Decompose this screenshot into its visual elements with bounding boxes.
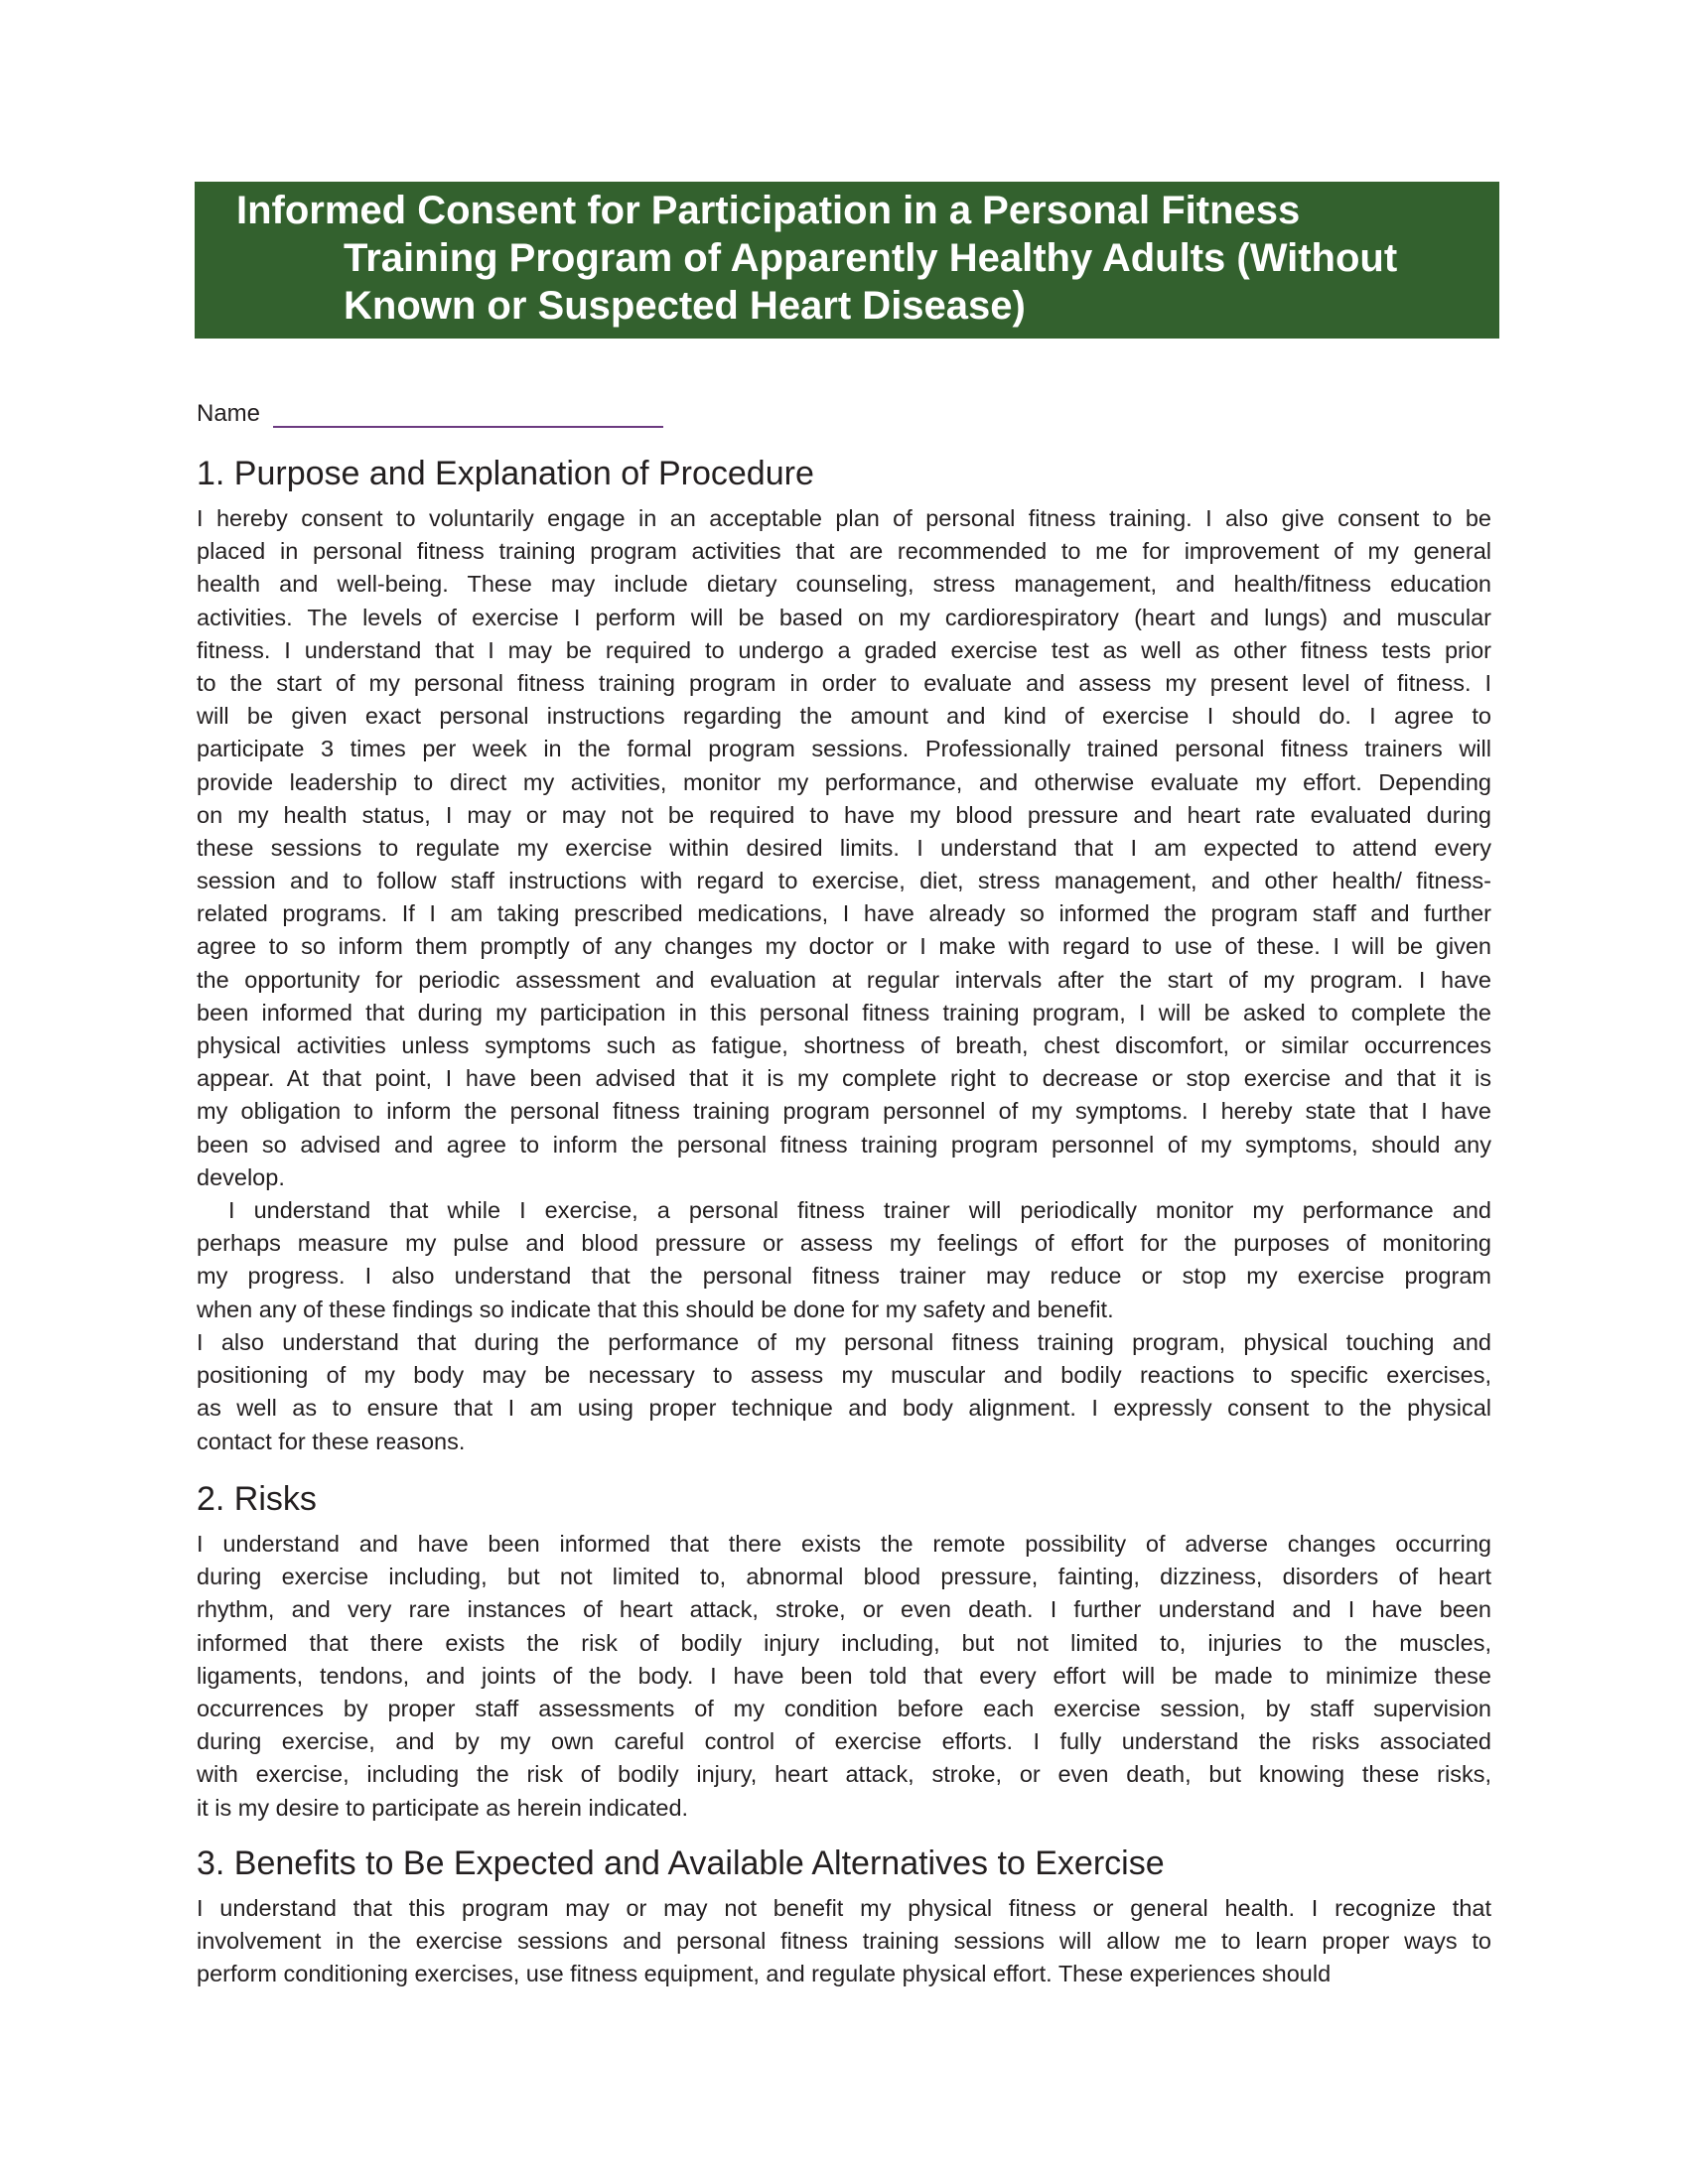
document-title-line: Informed Consent for Participation in a Personal Fitness (236, 189, 1301, 232)
paragraph-line: fitness. I understand that I may be required to undergo a graded exercise test as well as other fitness tests prior (197, 636, 1491, 663)
paragraph-line: will be given exact personal instructions regarding the amount and kind of exercise I should do. I agree to (197, 703, 1491, 730)
section-heading: 2. Risks (197, 1480, 317, 1518)
document-title-banner (195, 182, 1499, 339)
paragraph-line: perform conditioning exercises, use fitness equipment, and regulate physical effort. These experiences should (197, 1961, 1332, 1987)
paragraph-line: my progress. I also understand that the personal fitness trainer may reduce or stop my exercise program (197, 1263, 1491, 1290)
paragraph-line: placed in personal fitness training program activities that are recommended to me for improvement of my general (197, 538, 1491, 565)
paragraph-line: when any of these findings so indicate that this should be done for my safety and benefit. (197, 1296, 1114, 1322)
section-heading: 3. Benefits to Be Expected and Available Alternatives to Exercise (197, 1844, 1165, 1882)
paragraph-line: activities. The levels of exercise I perform will be based on my cardiorespiratory (heart and lungs) and muscular (197, 604, 1491, 630)
section-paragraph (197, 1528, 1491, 1825)
paragraph-line: related programs. If I am taking prescribed medications, I have already so informed the program staff and further (197, 900, 1491, 927)
paragraph-line: it is my desire to participate as herein indicated. (197, 1794, 689, 1821)
paragraph-line: develop. (197, 1163, 285, 1190)
paragraph-line: perhaps measure my pulse and blood pressure or assess my feelings of effort for the purposes of monitoring (197, 1230, 1491, 1257)
section-paragraph (197, 1892, 1491, 1991)
paragraph-line: positioning of my body may be necessary to assess my muscular and bodily reactions to specific exercises, (197, 1362, 1491, 1389)
paragraph-line: as well as to ensure that I am using proper technique and body alignment. I expressly consent to the physical (197, 1395, 1491, 1422)
paragraph-line: during exercise including, but not limited to, abnormal blood pressure, fainting, dizziness, disorders of heart (197, 1564, 1491, 1590)
paragraph-line: health and well-being. These may include dietary counseling, stress management, and health/fitness education (197, 571, 1491, 598)
paragraph-line: during exercise, and by my own careful control of exercise efforts. I fully understand the risks associated (197, 1728, 1491, 1755)
paragraph-line: I hereby consent to voluntarily engage in an acceptable plan of personal fitness training. I also give consent to be (197, 505, 1491, 531)
paragraph-line: provide leadership to direct my activities, monitor my performance, and otherwise evaluate my effort. Depending (197, 768, 1491, 795)
paragraph-line: appear. At that point, I have been advised that it is my complete right to decrease or stop exercise and that it is (197, 1065, 1491, 1092)
section-paragraph (197, 1326, 1491, 1458)
paragraph-line: session and to follow staff instructions with regard to exercise, diet, stress management, and other health/ fitness- (197, 868, 1491, 894)
paragraph-line: participate 3 times per week in the formal program sessions. Professionally trained personal fitness trainers will (197, 736, 1491, 762)
paragraph-line: my obligation to inform the personal fitness training program personnel of my symptoms. I hereby state that I have (197, 1098, 1491, 1125)
paragraph-line: contact for these reasons. (197, 1428, 466, 1454)
paragraph-line: agree to so inform them promptly of any changes my doctor or I make with regard to use of these. I will be given (197, 933, 1491, 960)
paragraph-line: I also understand that during the performance of my personal fitness training program, physical touching and (197, 1329, 1491, 1355)
document-title-line: Training Program of Apparently Healthy Adults (Without (344, 236, 1398, 280)
paragraph-line: occurrences by proper staff assessments of my condition before each exercise session, by staff supervision (197, 1695, 1491, 1721)
paragraph-line: rhythm, and very rare instances of heart attack, stroke, or even death. I further understand and I have been (197, 1596, 1491, 1623)
paragraph-line: I understand that this program may or may not benefit my physical fitness or general health. I recognize that (197, 1895, 1491, 1921)
paragraph-line: to the start of my personal fitness training program in order to evaluate and assess my present level of fitness. I (197, 669, 1491, 696)
name-label: Name (197, 400, 261, 427)
section-paragraph (197, 502, 1491, 1194)
paragraph-line: I understand that while I exercise, a personal fitness trainer will periodically monitor my performance and (228, 1197, 1491, 1223)
paragraph-line: these sessions to regulate my exercise within desired limits. I understand that I am expected to attend every (197, 834, 1491, 861)
paragraph-line: physical activities unless symptoms such as fatigue, shortness of breath, chest discomfort, or similar occurrences (197, 1032, 1491, 1058)
section-paragraph (197, 1194, 1491, 1326)
paragraph-line: with exercise, including the risk of bodily injury, heart attack, stroke, or even death, but knowing these risks, (197, 1761, 1491, 1788)
paragraph-line: been informed that during my participation in this personal fitness training program, I will be asked to complete the (197, 999, 1491, 1025)
paragraph-line: ligaments, tendons, and joints of the body. I have been told that every effort will be made to minimize these (197, 1662, 1491, 1689)
paragraph-line: the opportunity for periodic assessment and evaluation at regular intervals after the start of my program. I have (197, 966, 1491, 993)
document-title-line: Known or Suspected Heart Disease) (344, 284, 1026, 328)
paragraph-line: I understand and have been informed that there exists the remote possibility of adverse changes occurring (197, 1531, 1491, 1557)
paragraph-line: involvement in the exercise sessions and personal fitness training sessions will allow me to learn proper ways to (197, 1928, 1491, 1955)
section-heading: 1. Purpose and Explanation of Procedure (197, 455, 814, 492)
paragraph-line: on my health status, I may or may not be required to have my blood pressure and heart rate evaluated during (197, 801, 1491, 828)
name-field[interactable] (273, 426, 663, 428)
paragraph-line: been so advised and agree to inform the personal fitness training program personnel of my symptoms, should any (197, 1131, 1491, 1158)
paragraph-line: informed that there exists the risk of bodily injury including, but not limited to, injuries to the muscles, (197, 1629, 1491, 1656)
